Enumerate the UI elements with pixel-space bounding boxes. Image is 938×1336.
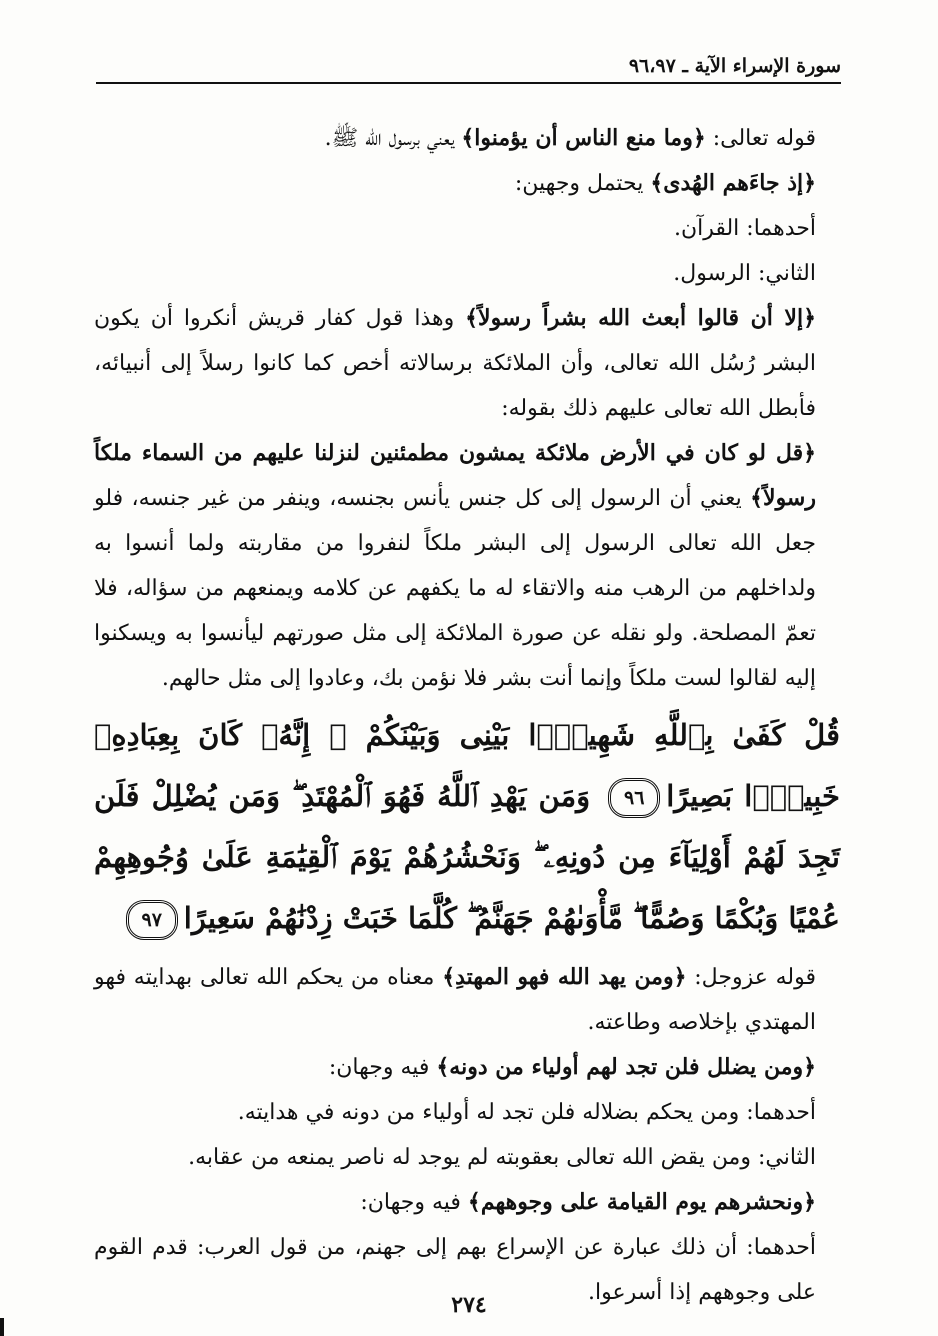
- paragraph-text: فيه وجهان:: [360, 1190, 468, 1215]
- quran-quote: ﴿ونحشرهم يوم القيامة على وجوههم﴾: [467, 1189, 816, 1215]
- paragraph-text: معناه من يحكم الله تعالى بهدايته فهو المهتدي بإخلاصه وطاعته.: [94, 965, 816, 1035]
- quran-quote: ﴿وما منع الناس أن يؤمنوا﴾: [461, 125, 706, 151]
- paragraph-text: قوله عزوجل:: [686, 965, 816, 990]
- paragraph: [94, 116, 840, 161]
- paragraph: [94, 431, 840, 701]
- paragraph: [94, 161, 840, 206]
- quran-quote: ﴿قل لو كان في الأرض ملائكة يمشون مطمئنين لنزلنا عليهم من السماء ملكاً رسولاً﴾: [94, 440, 816, 511]
- paragraph-text: فيه وجهان:: [328, 1055, 437, 1080]
- scan-edge-mark: [0, 1318, 4, 1336]
- paragraph: [94, 296, 840, 431]
- paragraph-text: يعني أن الرسول إلى كل جنس يأنس بجنسه، وينفر من غير جنسه، فلو جعل الله تعالى الرسول إلى البشر ملكاً لنفروا من مقاربته ولما أنسوا به ولداخلهم من الرهب منه والاتقاء له ما يكفهم عن كلامه ويمنعهم من سؤاله، فلا تعمّ المصلحة. ولو نقله عن صورة الملائكة إلى مثل صورتهم ليأنسوا به ويسكنوا إليه لقالوا لست ملكاً وإنما أنت بشر فلا نؤمن بك، وعادوا إلى مثل حالهم.: [94, 486, 816, 691]
- paragraph: الثاني: الرسول.: [673, 261, 816, 286]
- paragraph: [94, 1045, 840, 1090]
- quran-quote: ﴿ومن يضلل فلن تجد لهم أولياء من دونه﴾: [436, 1054, 816, 1080]
- paragraph: الثاني: ومن يقض الله تعالى بعقوبته لم يوجد له ناصر يمنعه من عقابه.: [188, 1145, 816, 1170]
- verse-97-text: وَمَن يَهْدِ ٱللَّهُ فَهُوَ ٱلْمُهْتَدِ ۖ وَمَن يُضْلِلْ فَلَن تَجِدَ لَهُمْ أَوْلِيَآءَ مِن دُونِهِۦ ۖ وَنَحْشُرُهُمْ يَوْمَ ٱلْقِيَٰمَةِ عَلَىٰ وُجُوهِهِمْ عُمْيًا وَبُكْمًا وَصُمًّا ۖ مَّأْوَىٰهُمْ جَهَنَّمُ ۖ كُلَّمَا خَبَتْ زِدْنَٰهُمْ سَعِيرًا: [94, 779, 840, 935]
- quran-quote: ﴿ومن يهد الله فهو المهتدِ﴾: [442, 964, 687, 990]
- paragraph-text: يحتمل وجهين:: [514, 171, 651, 196]
- quran-quote: ﴿إلا أن قالوا أبعث الله بشراً رسولاً﴾: [465, 305, 816, 331]
- paragraph: أحدهما: أن ذلك عبارة عن الإسراع بهم إلى جهنم، من قول العرب: قدم القوم على وجوههم إذا أسرعوا.: [94, 1235, 816, 1305]
- quran-verses-block: [94, 705, 840, 949]
- verse-96-text: قُلْ كَفَىٰ بِٱللَّهِ شَهِيدًۢا بَيْنِى وَبَيْنَكُمْ ۚ إِنَّهُۥ كَانَ بِعِبَادِهِۦ خَبِيرًۢا بَصِيرًا: [94, 718, 840, 813]
- paragraph-text: وهذا قول كفار قريش أنكروا أن يكون البشر رُسُل الله تعالى، وأن الملائكة برسالاته أخص كما كانوا رسلاً إلى أنبيائه، فأبطل الله تعالى عليهم ذلك بقوله:: [94, 306, 816, 421]
- verse-number-marker: ٩٧: [126, 900, 178, 940]
- paragraph-text: يعني برسول الله ﷺ.: [324, 126, 462, 151]
- paragraph: [94, 955, 840, 1045]
- quran-quote: ﴿إذ جاءَهم الهُدى﴾: [650, 170, 816, 196]
- page-number: ٢٧٤: [451, 1292, 487, 1318]
- paragraph-text: قوله تعالى:: [705, 126, 816, 151]
- paragraph: [94, 1180, 840, 1225]
- verse-number-marker: ٩٦: [608, 778, 660, 818]
- paragraph: أحدهما: ومن يحكم بضلاله فلن تجد له أولياء من دونه في هدايته.: [237, 1100, 816, 1125]
- paragraph: أحدهما: القرآن.: [673, 216, 816, 241]
- page-body: [94, 116, 840, 1315]
- running-header: سورة الإسراء الآية ـ ٩٦،٩٧: [96, 55, 841, 84]
